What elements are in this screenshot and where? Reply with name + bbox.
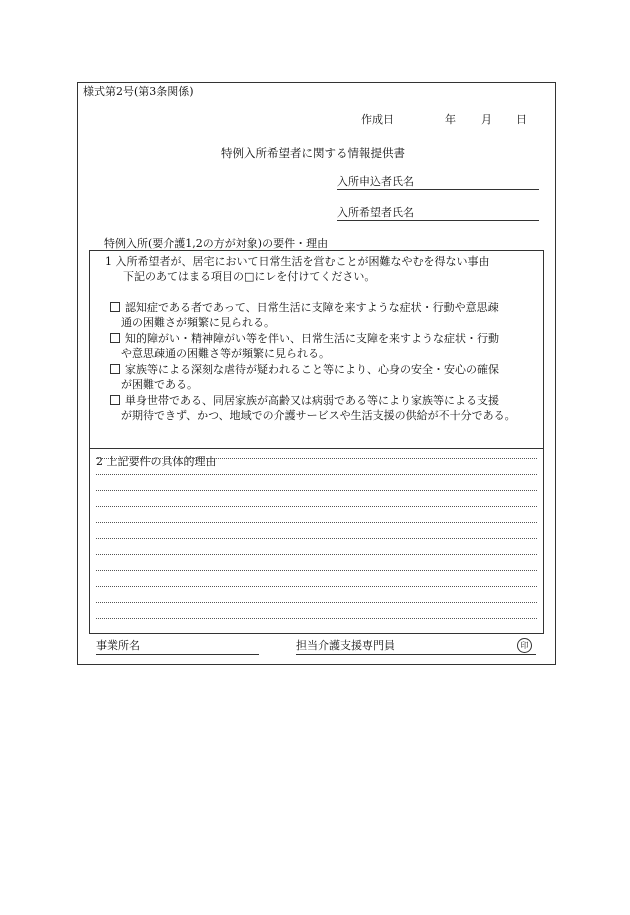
requirement-item-2: 知的障がい・精神障がい等を伴い、日常生活に支障を来すような症状・行動 — [110, 333, 499, 344]
reason-line-5[interactable] — [96, 522, 537, 523]
date-day: 日 — [516, 113, 527, 126]
form-number: 様式第2号(第3条関係) — [83, 85, 194, 98]
reason-line-2[interactable] — [96, 474, 537, 475]
requirement-item-3-cont: が困難である。 — [121, 378, 198, 391]
date-label: 作成日 — [361, 113, 394, 126]
requirement-item-2-cont: や意思疎通の困難さ等が頻繁に見られる。 — [121, 347, 330, 360]
applicant-name-label: 入所申込者氏名 — [337, 175, 414, 188]
requirement-item-1-cont: 通の困難さが頻繁に見られる。 — [121, 316, 275, 329]
requirements-intro-line1: 1 入所希望者が、居宅において日常生活を営むことが困難なやむを得ない事由 — [105, 255, 490, 268]
section-caption: 特例入所(要介護1,2の方が対象)の要件・理由 — [104, 237, 329, 250]
care-manager-field[interactable] — [296, 640, 536, 655]
reason-line-11[interactable] — [96, 618, 537, 619]
requirement-item-1: 認知症である者であって、日常生活に支障を来すような症状・行動や意思疎 — [110, 302, 499, 313]
requirement-item-3: 家族等による深刻な虐待が疑われること等により、心身の安全・安心の確保 — [110, 364, 499, 375]
reasons-box — [89, 449, 544, 634]
requirement-checkbox-4[interactable] — [110, 395, 120, 405]
requirements-box — [89, 250, 544, 449]
care-manager-label: 担当介護支援専門員 — [296, 639, 395, 652]
reason-line-7[interactable] — [96, 554, 537, 555]
reason-line-9[interactable] — [96, 586, 537, 587]
seal-icon: 印 — [517, 638, 532, 653]
requirement-item-4-cont: が期待できず、かつ、地域での介護サービスや生活支援の供給が不十分である。 — [121, 409, 516, 422]
reason-line-1[interactable] — [96, 458, 537, 459]
desired-name-field[interactable] — [337, 207, 539, 221]
applicant-name-field[interactable] — [337, 176, 539, 190]
date-year: 年 — [445, 113, 456, 126]
document-title: 特例入所希望者に関する情報提供書 — [221, 146, 405, 160]
date-month: 月 — [481, 113, 492, 126]
reason-line-4[interactable] — [96, 506, 537, 507]
requirement-checkbox-1[interactable] — [110, 302, 120, 312]
office-name-field[interactable] — [96, 640, 259, 655]
requirement-checkbox-3[interactable] — [110, 364, 120, 374]
desired-name-label: 入所希望者氏名 — [337, 206, 414, 219]
requirement-item-4: 単身世帯である、同居家族が高齢又は病弱である等により家族等による支援 — [110, 395, 499, 406]
reasons-label: 2 上記要件の具体的理由 — [96, 455, 217, 468]
office-name-label: 事業所名 — [96, 639, 140, 652]
reason-line-3[interactable] — [96, 490, 537, 491]
reason-line-8[interactable] — [96, 570, 537, 571]
reason-line-6[interactable] — [96, 538, 537, 539]
requirements-intro-line2: 下記のあてはまる項目の□にレを付けてください。 — [123, 270, 376, 283]
reason-line-10[interactable] — [96, 602, 537, 603]
requirement-checkbox-2[interactable] — [110, 333, 120, 343]
